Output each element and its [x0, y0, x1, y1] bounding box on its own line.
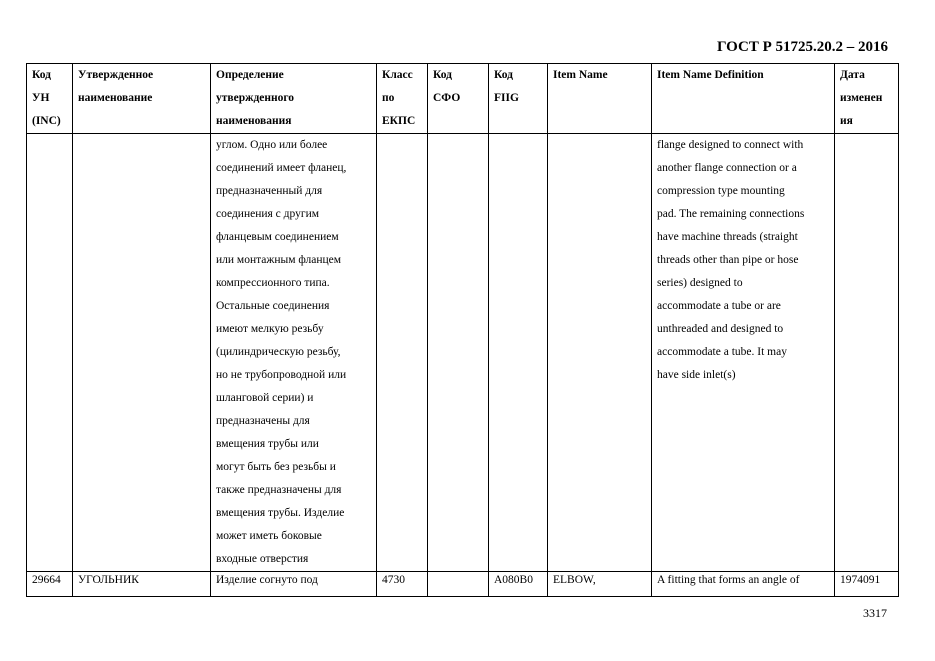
cell-text-line: входные отверстия — [216, 553, 309, 565]
cell-item-name: ELBOW, — [548, 572, 652, 597]
table-header-row — [27, 64, 899, 134]
cell-text-line: another flange connection or a — [657, 162, 797, 174]
cell-text-line: (цилиндрическую резьбу, — [216, 346, 341, 358]
cell-text-line: могут быть без резьбы и — [216, 461, 336, 473]
column-header-line: (INC) — [32, 115, 61, 127]
cell-text-line: или монтажным фланцем — [216, 254, 342, 266]
cell-code: 29664 — [27, 572, 73, 597]
cell-text-line: но не трубопроводной или — [216, 369, 347, 381]
cell-text-line: также предназначены для — [216, 484, 342, 496]
cell-date — [835, 134, 899, 572]
column-header — [211, 64, 377, 134]
column-header-line: наименование — [78, 92, 153, 104]
column-header — [489, 64, 548, 134]
cell-text-line: имеют мелкую резьбу — [216, 323, 324, 335]
cell-text-line: unthreaded and designed to — [657, 323, 784, 335]
cell-text-line: threads other than pipe or hose — [657, 254, 799, 266]
cell-name — [73, 134, 211, 572]
column-header-line: Код — [32, 69, 52, 81]
column-header — [548, 64, 652, 134]
cell-text-line: have machine threads (straight — [657, 231, 798, 243]
column-header — [652, 64, 835, 134]
column-header-line: Item Name — [553, 69, 608, 81]
cell-sfo — [428, 134, 489, 572]
cell-definition-ru — [211, 134, 377, 572]
cell-text-line: соединений имеет фланец, — [216, 162, 347, 174]
column-header-line: изменен — [840, 92, 883, 104]
cell-text-line: accommodate a tube or are — [657, 300, 781, 312]
cell-date: 1974091 — [835, 572, 899, 597]
column-header — [835, 64, 899, 134]
cell-text-line: Остальные соединения — [216, 300, 330, 312]
column-header-line: ЕКПС — [382, 115, 416, 127]
column-header-line: Код — [494, 69, 514, 81]
column-header-line: Item Name Definition — [657, 69, 764, 81]
column-header-line: Определение — [216, 69, 284, 81]
cell-code — [27, 134, 73, 572]
column-header-line: наименования — [216, 115, 292, 127]
cell-text-line: have side inlet(s) — [657, 369, 736, 381]
cell-sfo — [428, 572, 489, 597]
cell-item-name — [548, 134, 652, 572]
cell-text-line: может иметь боковые — [216, 530, 322, 542]
cell-text-line: соединения с другим — [216, 208, 320, 220]
cell-text-line: предназначены для — [216, 415, 310, 427]
cell-class: 4730 — [377, 572, 428, 597]
column-header — [27, 64, 73, 134]
cell-text-line: углом. Одно или более — [216, 139, 328, 151]
column-header-line: FIIG — [494, 92, 519, 104]
cell-fiig — [489, 134, 548, 572]
cell-definition-en: A fitting that forms an angle of — [652, 572, 835, 597]
column-header-line: УН — [32, 92, 50, 104]
cell-text-line: вмещения трубы или — [216, 438, 319, 450]
column-header-line: Дата — [840, 69, 865, 81]
column-header — [377, 64, 428, 134]
cell-text-line: pad. The remaining connections — [657, 208, 805, 220]
cell-text-line: компрессионного типа. — [216, 277, 330, 289]
cell-definition-ru: Изделие согнуто под — [211, 572, 377, 597]
column-header-line: Код — [433, 69, 453, 81]
column-header-line: Утвержденное — [78, 69, 154, 81]
cell-text-line: фланцевым соединением — [216, 231, 339, 243]
column-header — [73, 64, 211, 134]
cell-text-line: series) designed to — [657, 277, 743, 289]
table-row — [27, 134, 899, 572]
table-row — [27, 572, 899, 597]
cell-text-line: предназначенный для — [216, 185, 323, 197]
page-number: 3317 — [863, 606, 887, 620]
column-header-line: Класс — [382, 69, 413, 81]
cell-text-line: вмещения трубы. Изделие — [216, 507, 345, 519]
cell-definition-en — [652, 134, 835, 572]
column-header-line: ия — [840, 115, 853, 127]
column-header-line: по — [382, 92, 395, 104]
column-header — [428, 64, 489, 134]
cell-fiig: A080B0 — [489, 572, 548, 597]
cell-text-line: flange designed to connect with — [657, 139, 804, 151]
items-table — [26, 63, 899, 597]
column-header-line: утвержденного — [216, 92, 295, 104]
cell-text-line: шланговой серии) и — [216, 392, 314, 404]
cell-name: УГОЛЬНИК — [73, 572, 211, 597]
cell-text-line: accommodate a tube. It may — [657, 346, 787, 358]
cell-text-line: compression type mounting — [657, 185, 785, 197]
document-header: ГОСТ Р 51725.20.2 – 2016 — [716, 39, 888, 55]
column-header-line: СФО — [433, 92, 461, 104]
cell-class — [377, 134, 428, 572]
